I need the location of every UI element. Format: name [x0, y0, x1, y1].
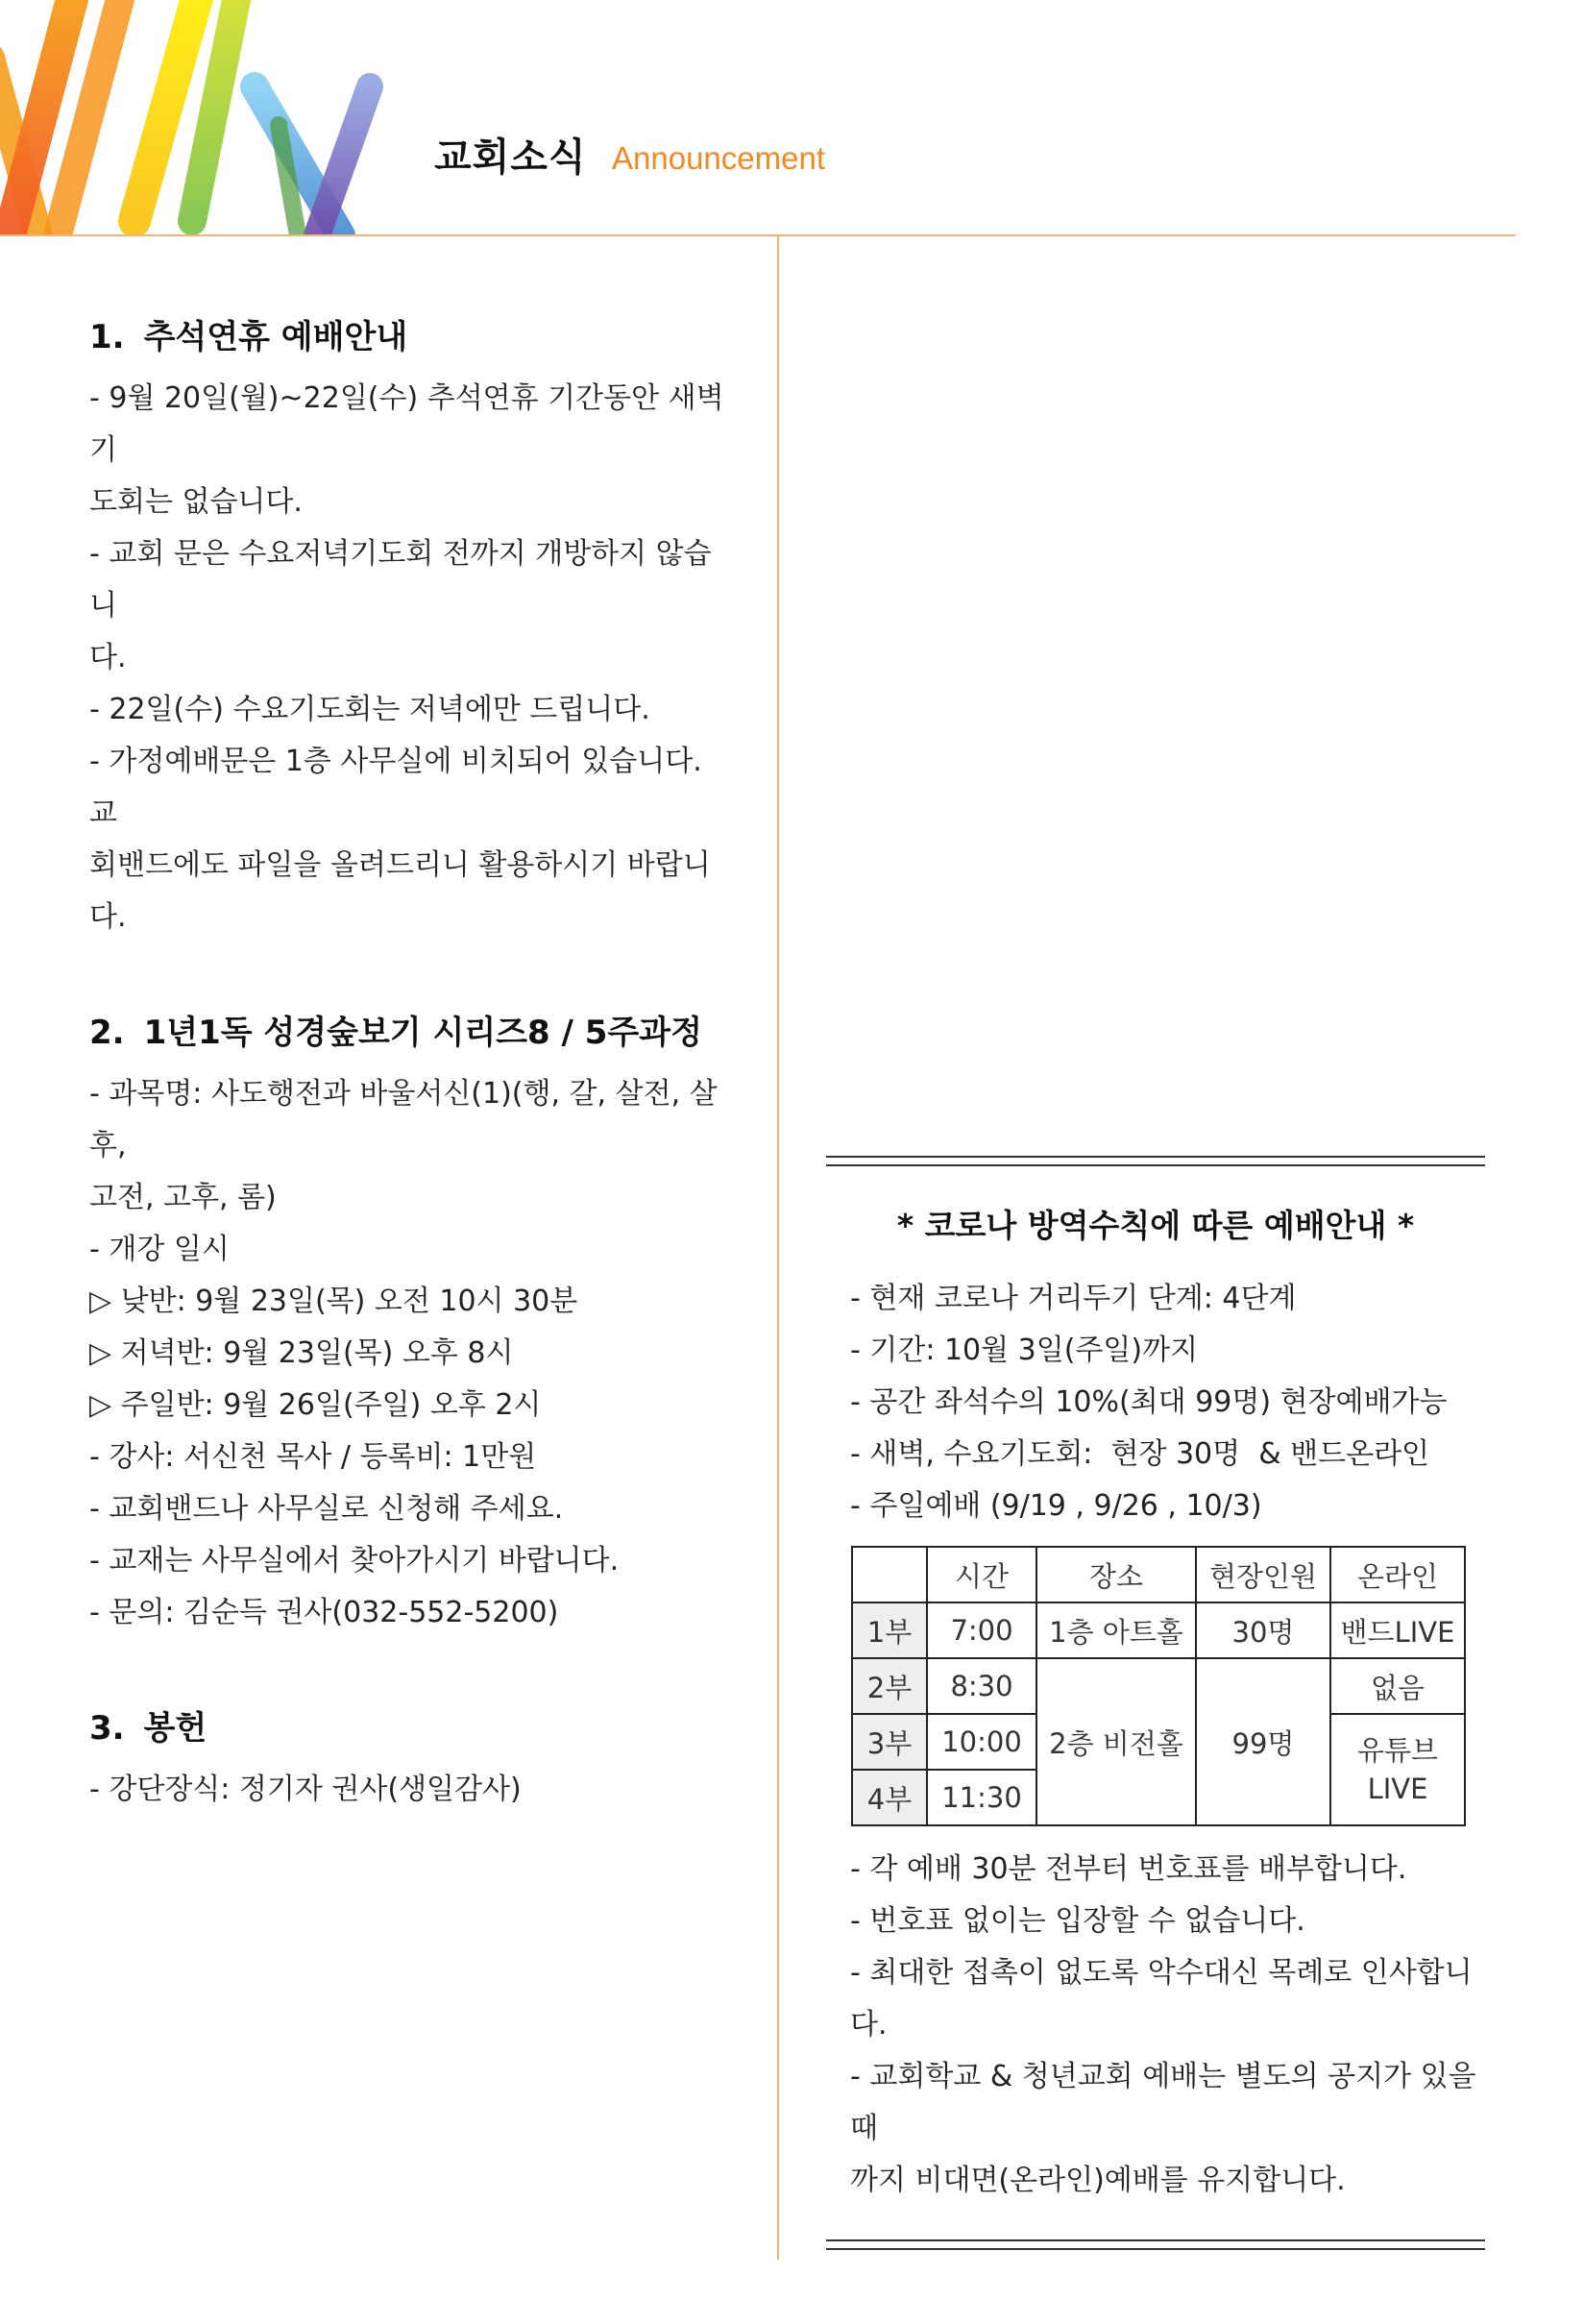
table-cell-online: 밴드LIVE: [1330, 1602, 1465, 1658]
table-cell-place: 1층 아트홀: [1036, 1602, 1196, 1658]
table-cell-part: 4부: [852, 1770, 927, 1825]
table-cell-online: [1330, 1714, 1465, 1825]
announcement-line: - 강사: 서신천 목사 / 등록비: 1만원: [89, 1440, 537, 1474]
table-cell-time: 11:30: [927, 1770, 1036, 1825]
announcement-title: [89, 1005, 733, 1061]
covid-notice-lines: [826, 1273, 1485, 1532]
table-cell-time: 7:00: [927, 1602, 1036, 1658]
table-header-cell: 현장인원: [1196, 1547, 1330, 1602]
table-header-row: [852, 1547, 1465, 1602]
announcement-line: - 교회밴드나 사무실로 신청해 주세요.: [89, 1492, 564, 1526]
notice-line: - 주일예배 (9/19 , 9/26 , 10/3): [850, 1489, 1262, 1523]
announcement-line: 고전, 고후, 롬): [89, 1181, 277, 1214]
notice-line: 까지 비대면(온라인)예배를 유지합니다.: [850, 2164, 1346, 2197]
announcement-number: 1.: [89, 318, 125, 356]
announcement-1: [89, 309, 733, 943]
announcement-list: [89, 309, 733, 1877]
announcement-line: - 강단장식: 정기자 권사(생일감사): [89, 1773, 522, 1806]
announcement-line: - 개강 일시: [89, 1233, 230, 1266]
header-divider: [0, 234, 1516, 236]
double-rule-bottom: [826, 2239, 1485, 2250]
announcement-line: - 교재는 사무실에서 찾아가시기 바랍니다.: [89, 1544, 620, 1578]
notice-line: - 공간 좌석수의 10%(최대 99명) 현장예배가능: [850, 1385, 1448, 1419]
column-divider: [777, 236, 779, 2260]
header-logo-graphic: [0, 0, 384, 235]
page-subtitle: Announcement: [612, 140, 825, 176]
online-youtube-label: 유튜브: [1356, 1734, 1439, 1767]
online-live-label: LIVE: [1367, 1773, 1428, 1805]
table-header-cell: [852, 1547, 927, 1602]
announcement-line: 도회는 없습니다.: [89, 485, 303, 519]
announcement-line: 회밴드에도 파일을 올려드리니 활용하시기 바랍니다.: [89, 848, 711, 934]
table-cell-part: 3부: [852, 1714, 927, 1770]
double-rule-top: [826, 1156, 1485, 1166]
announcement-3: [89, 1700, 733, 1816]
table-cell-online: 없음: [1330, 1658, 1465, 1714]
table-row: [852, 1602, 1465, 1658]
notice-line: - 기간: 10월 3일(주일)까지: [850, 1333, 1199, 1367]
announcement-number: 2.: [89, 1014, 125, 1052]
announcement-number: 3.: [89, 1709, 125, 1748]
worship-schedule-table: [851, 1546, 1466, 1826]
table-cell-count: 99명: [1196, 1658, 1330, 1825]
table-header-cell: 장소: [1036, 1547, 1196, 1602]
announcement-line: - 9월 20일(월)~22일(수) 추석연휴 기간동안 새벽기: [89, 381, 724, 467]
notice-line: - 현재 코로나 거리두기 단계: 4단계: [850, 1282, 1297, 1315]
announcement-line: 다.: [89, 641, 127, 674]
announcement-line: - 가정예배문은 1층 사무실에 비치되어 있습니다. 교: [89, 745, 712, 830]
table-cell-time: 8:30: [927, 1658, 1036, 1714]
table-cell-place: 2층 비전홀: [1036, 1658, 1196, 1825]
covid-notice-box: [826, 1156, 1485, 2250]
table-header-cell: 시간: [927, 1547, 1036, 1602]
announcement-title: [89, 1700, 733, 1756]
announcement-2: [89, 1005, 733, 1639]
covid-notice-title: * 코로나 방역수칙에 따른 예배안내 *: [896, 1207, 1415, 1244]
table-cell-time: 10:00: [927, 1714, 1036, 1770]
announcement-line: - 문의: 김순득 권사(032-552-5200): [89, 1596, 559, 1629]
table-cell-count: 30명: [1196, 1602, 1330, 1658]
notice-line: - 최대한 접촉이 없도록 악수대신 목례로 인사합니다.: [850, 1956, 1473, 2042]
table-row: [852, 1658, 1465, 1714]
page-title: 교회소식: [434, 135, 587, 180]
notice-line: - 새벽, 수요기도회: 현장 30명 & 밴드온라인: [850, 1437, 1430, 1471]
notice-line: - 각 예배 30분 전부터 번호표를 배부합니다.: [850, 1852, 1407, 1886]
announcement-line: - 교회 문은 수요저녁기도회 전까지 개방하지 않습니: [89, 537, 712, 623]
table-cell-part: 1부: [852, 1602, 927, 1658]
announcement-line: ▷ 주일반: 9월 26일(주일) 오후 2시: [89, 1388, 542, 1422]
table-cell-part: 2부: [852, 1658, 927, 1714]
announcement-line: - 22일(수) 수요기도회는 저녁에만 드립니다.: [89, 693, 650, 726]
notice-line: - 교회학교 & 청년교회 예배는 별도의 공지가 있을 때: [850, 2060, 1486, 2145]
table-header-cell: 온라인: [1330, 1547, 1465, 1602]
covid-notice-lines-after: [826, 1844, 1485, 2207]
notice-line: - 번호표 없이는 입장할 수 없습니다.: [850, 1904, 1305, 1938]
announcement-title: [89, 309, 733, 365]
announcement-line: ▷ 저녁반: 9월 23일(목) 오후 8시: [89, 1336, 514, 1370]
announcement-line: - 과목명: 사도행전과 바울서신(1)(행, 갈, 살전, 살후,: [89, 1077, 718, 1162]
announcement-line: ▷ 낮반: 9월 23일(목) 오전 10시 30분: [89, 1284, 578, 1318]
announcement-heading: 1년1독 성경숲보기 시리즈8 / 5주과정: [143, 1014, 702, 1052]
announcement-heading: 봉헌: [143, 1709, 207, 1748]
announcement-heading: 추석연휴 예배안내: [143, 318, 408, 356]
